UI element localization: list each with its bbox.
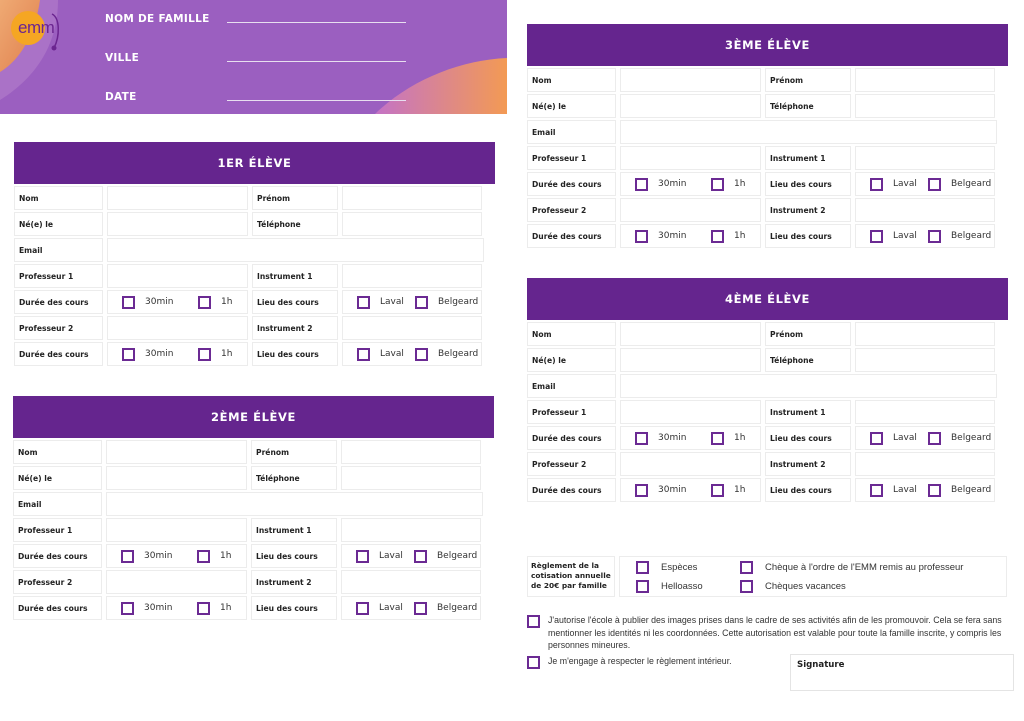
checkbox[interactable] <box>636 561 649 574</box>
checkbox[interactable] <box>711 230 724 243</box>
checkbox[interactable] <box>357 296 370 309</box>
checkbox[interactable] <box>121 550 134 563</box>
label-prof1: Professeur 1 <box>13 518 102 542</box>
row-prof2 <box>527 198 1008 222</box>
option-1h[interactable]: 1h <box>198 296 232 309</box>
input-prof1[interactable] <box>620 400 761 424</box>
label-lieu: Lieu des cours <box>765 224 851 248</box>
row-nom <box>14 186 495 210</box>
label-prof2: Professeur 2 <box>527 198 616 222</box>
checkbox[interactable] <box>198 348 211 361</box>
input-instr1[interactable] <box>855 146 995 170</box>
row-prof1 <box>14 264 495 288</box>
signature-box[interactable] <box>790 654 1014 691</box>
option-laval[interactable]: Laval <box>870 432 928 445</box>
option-30min[interactable]: 30min <box>635 178 711 191</box>
input-instr2[interactable] <box>855 452 995 476</box>
label-instr1: Instrument 1 <box>251 518 337 542</box>
row-prof1 <box>527 146 1008 170</box>
checkbox[interactable] <box>635 178 648 191</box>
label-prof2: Professeur 2 <box>527 452 616 476</box>
student-section-3 <box>527 24 1008 250</box>
label-duree: Durée des cours <box>14 290 103 314</box>
input-email[interactable] <box>620 120 997 144</box>
option-belgeard[interactable]: Belgeard <box>414 550 477 563</box>
option-laval[interactable]: Laval <box>357 296 415 309</box>
input-email[interactable] <box>620 374 997 398</box>
option-belgeard[interactable]: Belgeard <box>415 348 478 361</box>
duree-options <box>107 290 248 314</box>
label-telephone: Téléphone <box>251 466 337 490</box>
duree-options <box>620 172 761 196</box>
label-ne-le: Né(e) le <box>527 348 616 372</box>
family-name-line[interactable] <box>227 22 406 23</box>
consent-images <box>527 614 1010 652</box>
checkbox[interactable] <box>711 484 724 497</box>
row-email <box>13 492 494 516</box>
input-instr2[interactable] <box>341 570 481 594</box>
option-laval[interactable]: Laval <box>870 178 928 191</box>
logo <box>6 6 62 56</box>
label-telephone: Téléphone <box>765 94 851 118</box>
payment-option-cheque[interactable]: Chèque à l'ordre de l'EMM remis au professeur <box>740 561 963 574</box>
label-lieu: Lieu des cours <box>252 342 338 366</box>
option-laval[interactable]: Laval <box>870 230 928 243</box>
label-prenom: Prénom <box>765 322 851 346</box>
row-prof2 <box>527 452 1008 476</box>
logo-text: emm <box>18 18 55 37</box>
input-ne-le[interactable] <box>107 212 248 236</box>
option-belgeard[interactable]: Belgeard <box>928 484 991 497</box>
checkbox[interactable] <box>711 432 724 445</box>
banner-decoration <box>0 0 507 114</box>
input-telephone[interactable] <box>855 94 995 118</box>
checkbox[interactable] <box>870 178 883 191</box>
checkbox[interactable] <box>415 296 428 309</box>
lieu-options <box>855 172 995 196</box>
lieu-options <box>341 544 481 568</box>
option-30min[interactable]: 30min <box>121 550 197 563</box>
label-lieu: Lieu des cours <box>765 478 851 502</box>
input-nom[interactable] <box>620 322 761 346</box>
input-telephone[interactable] <box>342 212 482 236</box>
option-laval[interactable]: Laval <box>870 484 928 497</box>
row-duree2 <box>527 224 1008 248</box>
student-section-2 <box>13 396 494 622</box>
option-1h[interactable]: 1h <box>711 432 745 445</box>
payment-option-especes[interactable]: Espèces <box>636 561 697 574</box>
checkbox[interactable] <box>198 296 211 309</box>
input-instr1[interactable] <box>855 400 995 424</box>
city-line[interactable] <box>227 61 406 62</box>
signature-label: Signature <box>797 660 845 670</box>
checkbox[interactable] <box>197 550 210 563</box>
row-duree1 <box>527 172 1008 196</box>
option-laval[interactable]: Laval <box>357 348 415 361</box>
checkbox[interactable] <box>928 178 941 191</box>
checkbox[interactable] <box>635 484 648 497</box>
payment-option-cheques-vacances[interactable]: Chèques vacances <box>740 580 846 593</box>
row-nom <box>13 440 494 464</box>
label-ne-le: Né(e) le <box>13 466 102 490</box>
input-prenom[interactable] <box>855 322 995 346</box>
consent-reglement <box>527 655 788 669</box>
input-ne-le[interactable] <box>106 466 247 490</box>
option-laval[interactable]: Laval <box>356 602 414 615</box>
label-prof1: Professeur 1 <box>14 264 103 288</box>
label-lieu: Lieu des cours <box>765 426 851 450</box>
option-30min[interactable]: 30min <box>635 432 711 445</box>
date-label: DATE <box>105 91 137 103</box>
checkbox[interactable] <box>870 484 883 497</box>
row-naissance <box>14 212 495 236</box>
duree-options <box>620 426 761 450</box>
input-prof1[interactable] <box>620 146 761 170</box>
row-duree1 <box>14 290 495 314</box>
label-nom: Nom <box>13 440 102 464</box>
row-prof1 <box>13 518 494 542</box>
label-duree: Durée des cours <box>527 224 616 248</box>
label-instr1: Instrument 1 <box>252 264 338 288</box>
label-prof1: Professeur 1 <box>527 400 616 424</box>
option-1h[interactable]: 1h <box>711 230 745 243</box>
consent-images-text: J'autorise l'école à publier des images prises dans le cadre de ses activités afin de les promouvoir. Cela se fera sans mentionner les identités ni les coordonnées. Cette autorisation est valable pour toute la famille inscrite, y compris les personnes mineures. <box>548 615 1002 650</box>
label-prenom: Prénom <box>251 440 337 464</box>
label-lieu: Lieu des cours <box>765 172 851 196</box>
label-telephone: Téléphone <box>765 348 851 372</box>
input-telephone[interactable] <box>855 348 995 372</box>
option-30min[interactable]: 30min <box>122 296 198 309</box>
duree-options <box>620 224 761 248</box>
checkbox[interactable] <box>635 230 648 243</box>
option-30min[interactable]: 30min <box>635 484 711 497</box>
student-title: 3ÈME ÉLÈVE <box>527 24 1008 66</box>
label-ne-le: Né(e) le <box>527 94 616 118</box>
row-prof1 <box>527 400 1008 424</box>
header-banner <box>0 0 507 114</box>
option-belgeard[interactable]: Belgeard <box>415 296 478 309</box>
row-naissance <box>527 348 1008 372</box>
checkbox[interactable] <box>527 656 540 669</box>
student-section-4 <box>527 278 1008 504</box>
lieu-options <box>855 426 995 450</box>
label-nom: Nom <box>527 322 616 346</box>
lieu-options <box>342 290 482 314</box>
input-ne-le[interactable] <box>620 348 761 372</box>
input-instr1[interactable] <box>341 518 481 542</box>
input-instr2[interactable] <box>342 316 482 340</box>
option-30min[interactable]: 30min <box>635 230 711 243</box>
label-email: Email <box>14 238 103 262</box>
label-instr1: Instrument 1 <box>765 400 851 424</box>
input-prenom[interactable] <box>342 186 482 210</box>
student-title: 1ER ÉLÈVE <box>14 142 495 184</box>
input-prof2[interactable] <box>620 452 761 476</box>
label-prof2: Professeur 2 <box>13 570 102 594</box>
checkbox[interactable] <box>357 348 370 361</box>
row-email <box>14 238 495 262</box>
label-email: Email <box>527 120 616 144</box>
label-duree: Durée des cours <box>13 596 102 620</box>
student-title: 2ÈME ÉLÈVE <box>13 396 494 438</box>
checkbox[interactable] <box>636 580 649 593</box>
label-duree: Durée des cours <box>527 172 616 196</box>
label-prof2: Professeur 2 <box>14 316 103 340</box>
label-email: Email <box>13 492 102 516</box>
payment-label: Règlement de la cotisation annuelle de 20€ par famille <box>527 556 615 597</box>
label-instr2: Instrument 2 <box>252 316 338 340</box>
row-nom <box>527 322 1008 346</box>
checkbox[interactable] <box>415 348 428 361</box>
input-prof1[interactable] <box>107 264 248 288</box>
label-lieu: Lieu des cours <box>252 290 338 314</box>
checkbox[interactable] <box>870 432 883 445</box>
row-duree1 <box>527 426 1008 450</box>
label-duree: Durée des cours <box>14 342 103 366</box>
duree-options <box>107 342 248 366</box>
city-label: VILLE <box>105 52 140 64</box>
checkbox[interactable] <box>414 550 427 563</box>
label-telephone: Téléphone <box>252 212 338 236</box>
row-naissance <box>13 466 494 490</box>
label-lieu: Lieu des cours <box>251 544 337 568</box>
row-duree2 <box>13 596 494 620</box>
checkbox[interactable] <box>356 550 369 563</box>
input-prof1[interactable] <box>106 518 247 542</box>
label-prenom: Prénom <box>252 186 338 210</box>
option-belgeard[interactable]: Belgeard <box>414 602 477 615</box>
option-1h[interactable]: 1h <box>197 602 231 615</box>
row-prof2 <box>14 316 495 340</box>
option-1h[interactable]: 1h <box>198 348 232 361</box>
label-instr2: Instrument 2 <box>765 198 851 222</box>
input-nom[interactable] <box>620 68 761 92</box>
option-30min[interactable]: 30min <box>121 602 197 615</box>
label-instr2: Instrument 2 <box>251 570 337 594</box>
payment-options <box>619 556 1007 597</box>
checkbox[interactable] <box>711 178 724 191</box>
label-duree: Durée des cours <box>527 478 616 502</box>
input-email[interactable] <box>106 492 483 516</box>
label-duree: Durée des cours <box>13 544 102 568</box>
option-1h[interactable]: 1h <box>197 550 231 563</box>
option-belgeard[interactable]: Belgeard <box>928 178 991 191</box>
checkbox[interactable] <box>414 602 427 615</box>
consent-reglement-text: Je m'engage à respecter le règlement intérieur. <box>548 656 732 666</box>
row-email <box>527 120 1008 144</box>
input-ne-le[interactable] <box>620 94 761 118</box>
input-nom[interactable] <box>107 186 248 210</box>
checkbox[interactable] <box>122 348 135 361</box>
lieu-options <box>342 342 482 366</box>
input-prenom[interactable] <box>341 440 481 464</box>
input-prof2[interactable] <box>106 570 247 594</box>
row-duree1 <box>13 544 494 568</box>
label-nom: Nom <box>527 68 616 92</box>
student-title: 4ÈME ÉLÈVE <box>527 278 1008 320</box>
family-name-label: NOM DE FAMILLE <box>105 13 210 25</box>
input-prenom[interactable] <box>855 68 995 92</box>
label-prof1: Professeur 1 <box>527 146 616 170</box>
option-laval[interactable]: Laval <box>356 550 414 563</box>
label-lieu: Lieu des cours <box>251 596 337 620</box>
option-1h[interactable]: 1h <box>711 484 745 497</box>
row-email <box>527 374 1008 398</box>
row-duree2 <box>14 342 495 366</box>
option-belgeard[interactable]: Belgeard <box>928 230 991 243</box>
label-nom: Nom <box>14 186 103 210</box>
checkbox[interactable] <box>740 561 753 574</box>
payment-option-helloasso[interactable]: Helloasso <box>636 580 703 593</box>
duree-options <box>106 596 247 620</box>
lieu-options <box>855 224 995 248</box>
checkbox[interactable] <box>928 432 941 445</box>
input-nom[interactable] <box>106 440 247 464</box>
label-instr2: Instrument 2 <box>765 452 851 476</box>
option-30min[interactable]: 30min <box>122 348 198 361</box>
checkbox[interactable] <box>197 602 210 615</box>
row-prof2 <box>13 570 494 594</box>
input-email[interactable] <box>107 238 484 262</box>
option-belgeard[interactable]: Belgeard <box>928 432 991 445</box>
date-line[interactable] <box>227 100 406 101</box>
input-prof2[interactable] <box>107 316 248 340</box>
label-email: Email <box>527 374 616 398</box>
option-1h[interactable]: 1h <box>711 178 745 191</box>
lieu-options <box>855 478 995 502</box>
label-ne-le: Né(e) le <box>14 212 103 236</box>
input-prof2[interactable] <box>620 198 761 222</box>
checkbox[interactable] <box>928 230 941 243</box>
row-naissance <box>527 94 1008 118</box>
label-duree: Durée des cours <box>527 426 616 450</box>
duree-options <box>106 544 247 568</box>
checkbox[interactable] <box>121 602 134 615</box>
checkbox[interactable] <box>356 602 369 615</box>
duree-options <box>620 478 761 502</box>
checkbox[interactable] <box>928 484 941 497</box>
checkbox[interactable] <box>122 296 135 309</box>
input-instr1[interactable] <box>342 264 482 288</box>
label-prenom: Prénom <box>765 68 851 92</box>
checkbox[interactable] <box>635 432 648 445</box>
label-instr1: Instrument 1 <box>765 146 851 170</box>
input-instr2[interactable] <box>855 198 995 222</box>
lieu-options <box>341 596 481 620</box>
row-nom <box>527 68 1008 92</box>
row-duree2 <box>527 478 1008 502</box>
input-telephone[interactable] <box>341 466 481 490</box>
student-section-1 <box>14 142 495 368</box>
checkbox[interactable] <box>527 615 540 628</box>
checkbox[interactable] <box>740 580 753 593</box>
checkbox[interactable] <box>870 230 883 243</box>
